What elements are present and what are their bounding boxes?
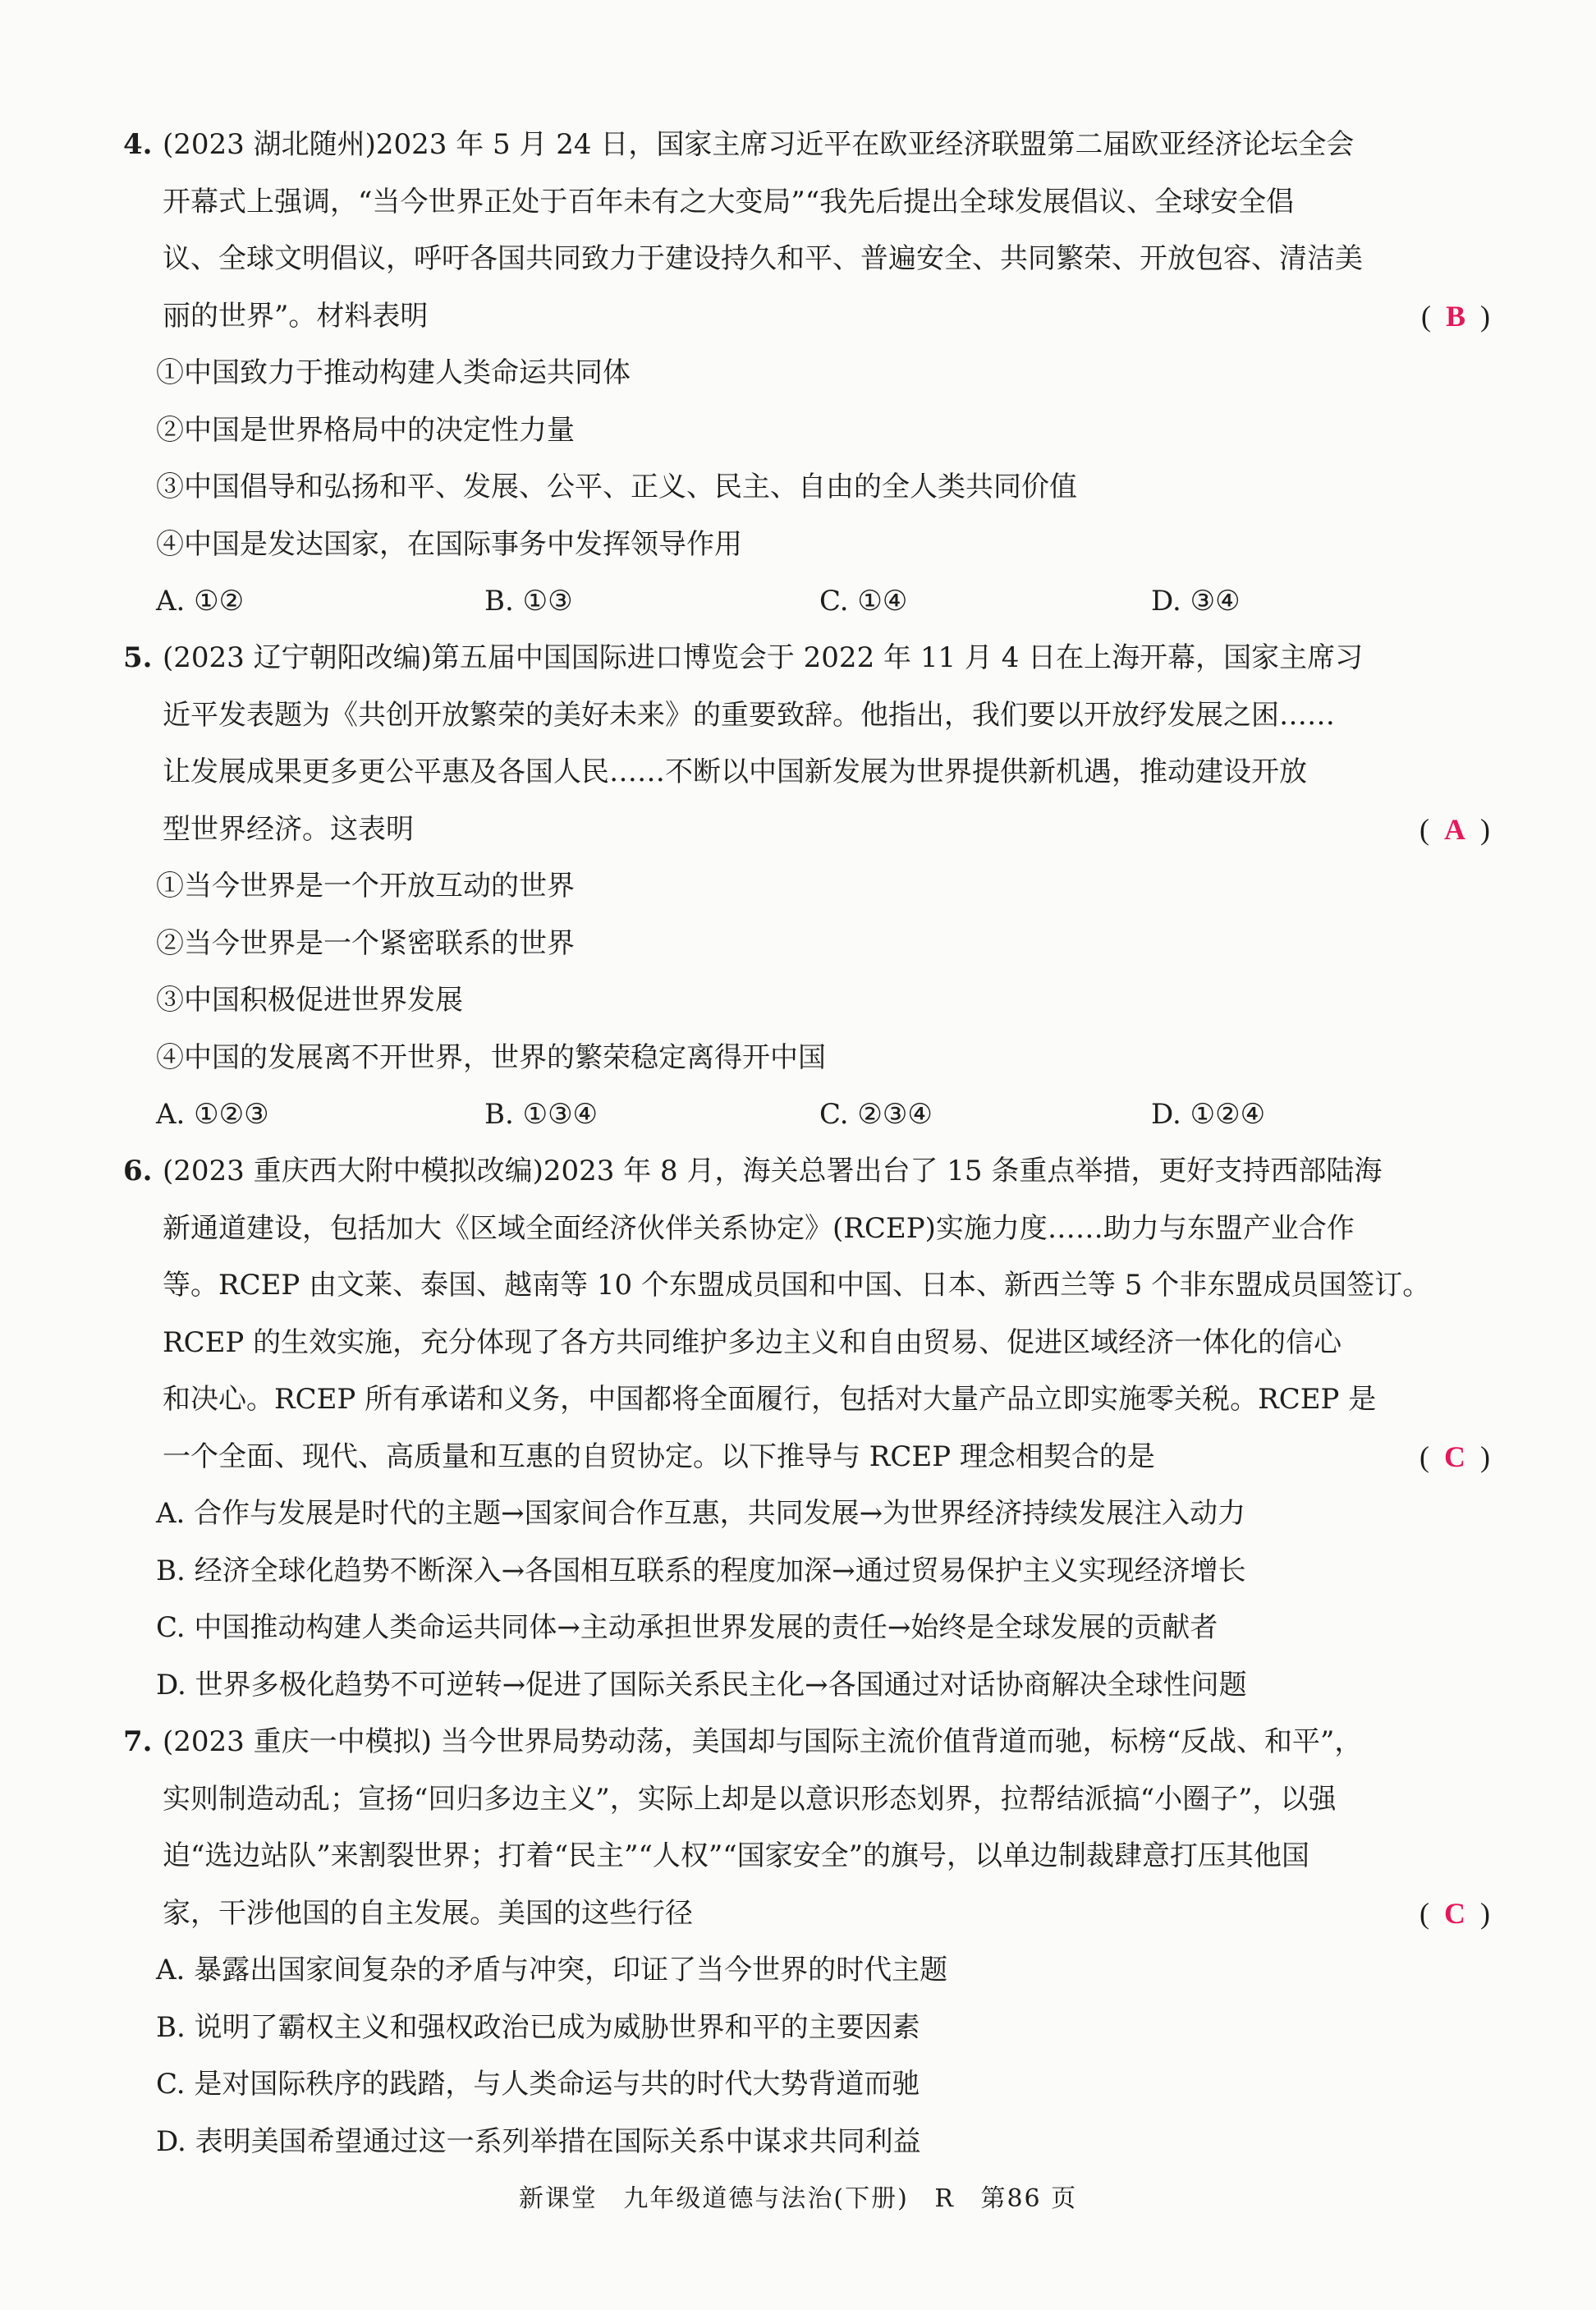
option-a[interactable]: A. 暴露出国家间复杂的矛盾与冲突，印证了当今世界的时代主题: [156, 1954, 948, 1986]
option-d[interactable]: D. 表明美国希望通过这一系列举措在国际关系中谋求共同利益: [156, 2124, 921, 2158]
page-footer: [0, 2178, 1596, 2214]
option-c[interactable]: C. 中国推动构建人类命运共同体→主动承担世界发展的责任→始终是全球发展的贡献者: [156, 1611, 1218, 1644]
choice-a[interactable]: A. ①②③: [156, 1098, 269, 1131]
answer-letter: C: [1444, 1440, 1465, 1473]
question-7: [123, 1714, 1490, 2170]
question-stem-line: 一个全面、现代、高质量和互惠的自贸协定。以下推导与 RCEP 理念相契合的是: [163, 1440, 1155, 1473]
question-number: 7.: [123, 1725, 153, 1758]
question-stem-line: (2023 重庆一中模拟) 当今世界局势动荡，美国却与国际主流价值背道而驰，标榜“反战、和平”，: [163, 1725, 1363, 1758]
footer-book: 新课堂: [518, 2184, 598, 2213]
answer-bracket: ( A ): [1419, 812, 1490, 846]
question-stem-line: 型世界经济。这表明: [163, 812, 414, 846]
statement-item: ④中国是发达国家，在国际事务中发挥领导作用: [156, 527, 742, 561]
question-stem-line: 新通道建设，包括加大《区域全面经济伙伴关系协定》(RCEP)实施力度……助力与东盟产业合作: [163, 1211, 1355, 1245]
question-stem-line: (2023 重庆西大附中模拟改编)2023 年 8 月，海关总署出台了 15 条重点举措，更好支持西部陆海: [163, 1155, 1383, 1187]
question-stem-line: 和决心。RCEP 所有承诺和义务，中国都将全面履行，包括对大量产品立即实施零关税。RCEP 是: [163, 1383, 1377, 1416]
question-stem-line: (2023 辽宁朝阳改编)第五届中国国际进口博览会于 2022 年 11 月 4 日在上海开幕，国家主席习: [163, 641, 1364, 674]
choice-d[interactable]: D. ①②④: [1151, 1098, 1266, 1131]
question-stem-line: (2023 湖北随州)2023 年 5 月 24 日，国家主席习近平在欧亚经济联盟第二届欧亚经济论坛全会: [163, 128, 1355, 161]
choice-row: [123, 573, 1490, 631]
answer-bracket: ( B ): [1420, 299, 1490, 333]
question-stem-line: 丽的世界”。材料表明: [163, 299, 429, 333]
question-stem-line: 等。RCEP 由文莱、泰国、越南等 10 个东盟成员国和中国、日本、新西兰等 5 个非东盟成员国签订。: [163, 1269, 1431, 1302]
choice-c[interactable]: C. ②③④: [819, 1098, 933, 1131]
question-4: [123, 117, 1490, 631]
choice-b[interactable]: B. ①③④: [484, 1098, 598, 1131]
question-6: [123, 1143, 1490, 1714]
choice-row: [123, 1086, 1490, 1144]
statement-item: ④中国的发展离不开世界，世界的繁荣稳定离得开中国: [156, 1040, 826, 1074]
question-stem-line: 迫“选边站队”来割裂世界；打着“民主”“人权”“国家安全”的旗号，以单边制裁肆意打压其他国: [163, 1839, 1310, 1872]
statement-item: ①当今世界是一个开放互动的世界: [156, 870, 575, 902]
statement-item: ②当今世界是一个紧密联系的世界: [156, 926, 575, 960]
question-number: 6.: [123, 1155, 153, 1187]
choice-a[interactable]: A. ①②: [156, 585, 245, 618]
statement-item: ③中国积极促进世界发展: [156, 984, 463, 1017]
question-stem-line: 家，干涉他国的自主发展。美国的这些行径: [163, 1896, 693, 1930]
question-stem-line: 议、全球文明倡议，呼吁各国共同致力于建设持久和平、普遍安全、共同繁荣、开放包容、清洁美: [163, 242, 1363, 275]
statement-item: ③中国倡导和弘扬和平、发展、公平、正义、民主、自由的全人类共同价值: [156, 471, 1077, 503]
answer-bracket: ( C ): [1419, 1896, 1490, 1930]
footer-subject: 九年级道德与法治(下册): [623, 2184, 909, 2213]
choice-b[interactable]: B. ①③: [484, 585, 573, 618]
choice-c[interactable]: C. ①④: [819, 585, 908, 618]
statement-item: ①中国致力于推动构建人类命运共同体: [156, 356, 631, 389]
answer-letter: B: [1445, 299, 1465, 333]
question-stem-line: 近平发表题为《共创开放繁荣的美好未来》的重要致辞。他指出，我们要以开放纾发展之困……: [163, 698, 1335, 732]
footer-edition: R: [934, 2184, 955, 2213]
answer-letter: C: [1444, 1896, 1465, 1930]
footer-page-number: 第86 页: [980, 2184, 1078, 2213]
option-b[interactable]: B. 经济全球化趋势不断深入→各国相互联系的程度加深→通过贸易保护主义实现经济增长: [156, 1554, 1246, 1587]
answer-letter: A: [1444, 812, 1465, 846]
question-stem-line: RCEP 的生效实施，充分体现了各方共同维护多边主义和自由贸易、促进区域经济一体化的信心: [163, 1325, 1342, 1359]
question-5: [123, 630, 1490, 1144]
choice-d[interactable]: D. ③④: [1151, 585, 1241, 618]
option-c[interactable]: C. 是对国际秩序的践踏，与人类命运与共的时代大势背道而驰: [156, 2068, 920, 2101]
statement-item: ②中国是世界格局中的决定性力量: [156, 413, 575, 447]
option-b[interactable]: B. 说明了霸权主义和强权政治已成为威胁世界和平的主要因素: [156, 2010, 920, 2044]
option-a[interactable]: A. 合作与发展是时代的主题→国家间合作互惠，共同发展→为世界经济持续发展注入动力: [156, 1497, 1246, 1530]
question-number: 4.: [123, 128, 153, 161]
question-number: 5.: [123, 641, 153, 674]
question-stem-line: 实则制造动乱；宣扬“回归多边主义”，实际上却是以意识形态划界，拉帮结派搞“小圈子”，以强: [163, 1782, 1337, 1816]
question-stem-line: 开幕式上强调，“当今世界正处于百年未有之大变局”“我先后提出全球发展倡议、全球安全倡: [163, 185, 1295, 218]
option-d[interactable]: D. 世界多极化趋势不可逆转→促进了国际关系民主化→各国通过对话协商解决全球性问题: [156, 1668, 1247, 1702]
question-stem-line: 让发展成果更多更公平惠及各国人民……不断以中国新发展为世界提供新机遇，推动建设开放: [163, 755, 1307, 788]
answer-bracket: ( C ): [1419, 1440, 1490, 1473]
